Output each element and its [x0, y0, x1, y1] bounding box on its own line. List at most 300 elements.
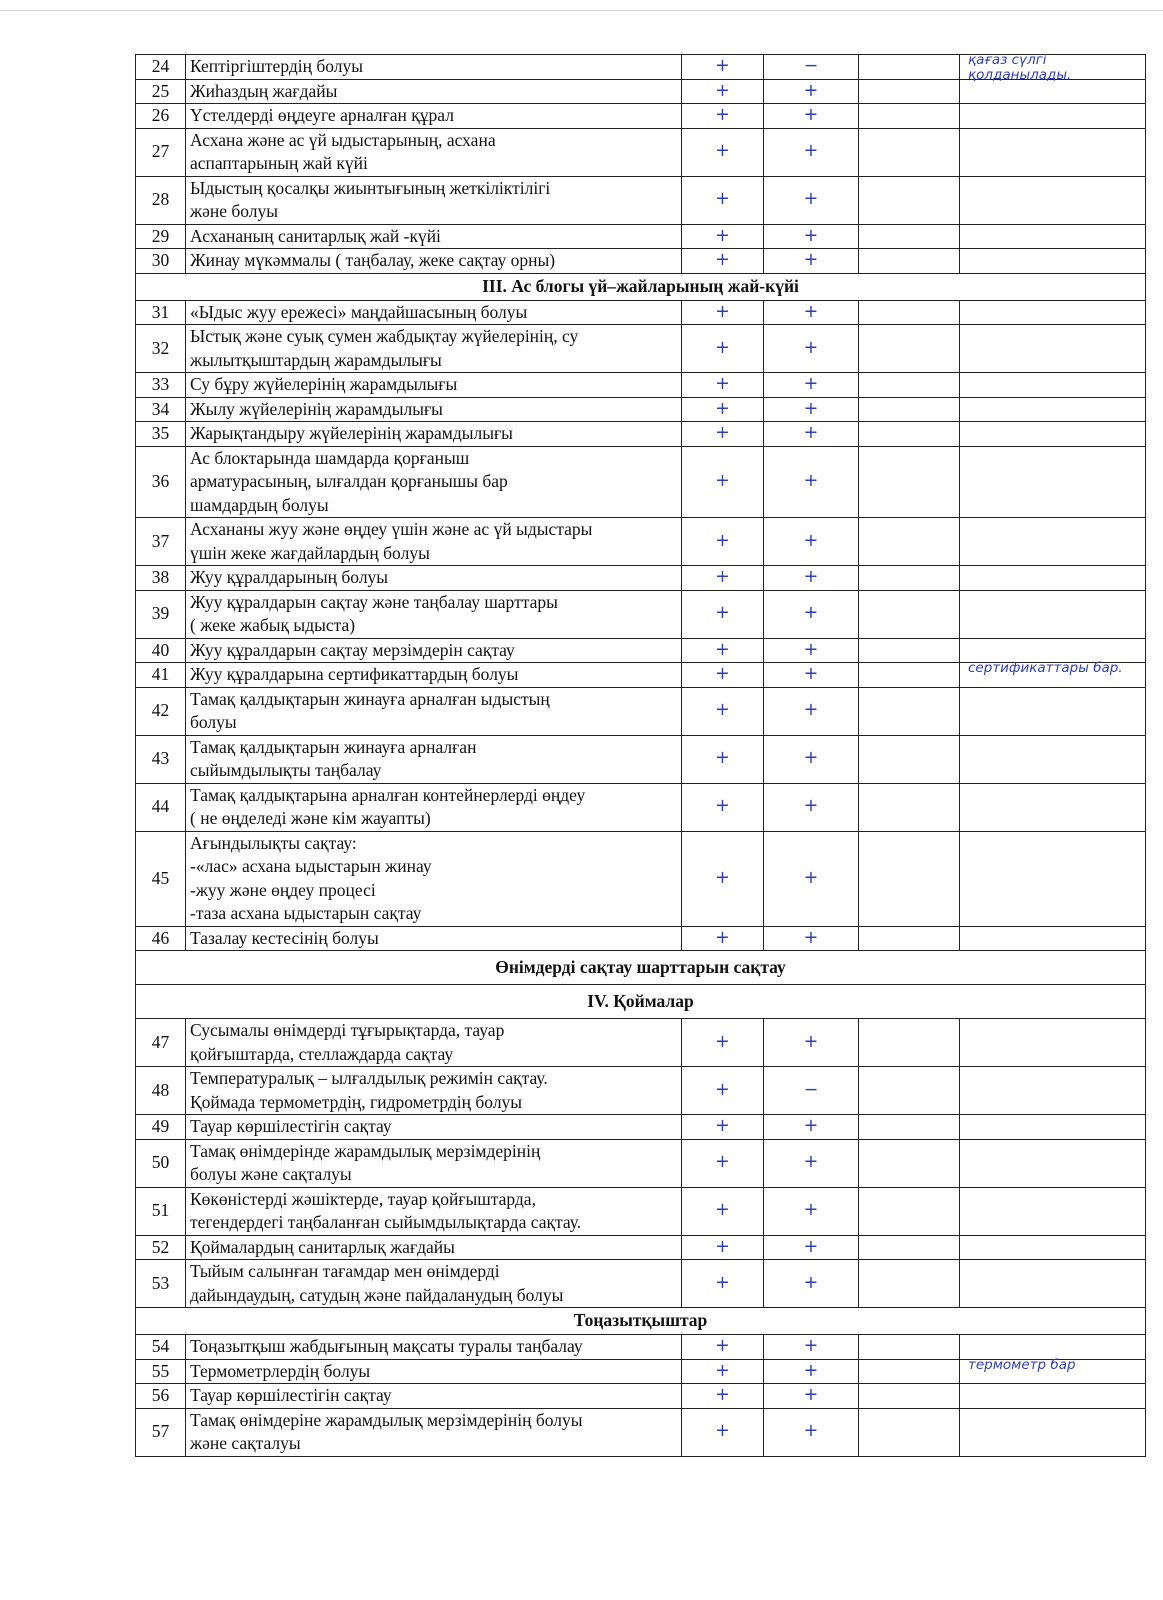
mark-column-2: + — [764, 249, 859, 274]
row-number: 48 — [136, 1067, 186, 1115]
table-row — [136, 446, 1146, 518]
remark-cell — [960, 300, 1146, 325]
remark-cell — [960, 566, 1146, 591]
criterion-text — [186, 663, 682, 688]
mark-column-1: + — [682, 783, 764, 831]
mark-column-2: + — [764, 735, 859, 783]
remark-cell — [960, 831, 1146, 926]
row-number: 44 — [136, 783, 186, 831]
table-row — [136, 104, 1146, 129]
empty-column — [859, 1067, 960, 1115]
mark-column-1: + — [682, 104, 764, 129]
table-row — [136, 300, 1146, 325]
mark-column-1: + — [682, 1139, 764, 1187]
criterion-text — [186, 1139, 682, 1187]
empty-column — [859, 1408, 960, 1456]
criterion-line: Тамақ қалдықтарын жинауға арналған — [190, 736, 477, 757]
criterion-text — [186, 128, 682, 176]
remark-cell — [960, 783, 1146, 831]
criterion-line: қойғыштарда, стеллаждарда сақтау — [190, 1043, 454, 1064]
mark-column-1: + — [682, 373, 764, 398]
mark-column-1: + — [682, 249, 764, 274]
remark-cell — [960, 325, 1146, 373]
criterion-text — [186, 79, 682, 104]
row-number: 57 — [136, 1408, 186, 1456]
mark-column-1: + — [682, 663, 764, 688]
row-number: 27 — [136, 128, 186, 176]
table-row — [136, 735, 1146, 783]
empty-column — [859, 831, 960, 926]
section-header-row — [136, 985, 1146, 1019]
mark-column-2: + — [764, 638, 859, 663]
row-number: 32 — [136, 325, 186, 373]
criterion-text — [186, 926, 682, 951]
criterion-text — [186, 590, 682, 638]
criterion-text — [186, 687, 682, 735]
criterion-line: ( не өңделеді және кім жауапты) — [190, 808, 431, 828]
row-number: 39 — [136, 590, 186, 638]
row-number: 33 — [136, 373, 186, 398]
row-number: 31 — [136, 300, 186, 325]
empty-column — [859, 224, 960, 249]
criterion-text — [186, 224, 682, 249]
empty-column — [859, 735, 960, 783]
table-row — [136, 325, 1146, 373]
criterion-text — [186, 446, 682, 518]
table-row — [136, 249, 1146, 274]
row-number: 41 — [136, 663, 186, 688]
remark-cell — [960, 52, 1146, 83]
mark-column-2: + — [764, 518, 859, 566]
mark-column-2: + — [764, 224, 859, 249]
criterion-text — [186, 300, 682, 325]
criterion-text — [186, 1067, 682, 1115]
empty-column — [859, 1335, 960, 1360]
mark-column-1: + — [682, 224, 764, 249]
criterion-line: болуы — [190, 712, 237, 732]
mark-column-2: + — [764, 1384, 859, 1409]
remark-cell — [960, 249, 1146, 274]
criterion-text — [186, 397, 682, 422]
criterion-line: Жуу құралдарына сертификаттардың болуы — [190, 664, 519, 684]
row-number: 46 — [136, 926, 186, 951]
mark-column-2: + — [764, 1115, 859, 1140]
criterion-line: Тамақ өнімдеріне жарамдылық мерзімдерінің болуы — [190, 1409, 583, 1430]
table-row — [136, 1359, 1146, 1384]
row-number: 49 — [136, 1115, 186, 1140]
mark-column-1: + — [682, 1019, 764, 1067]
criterion-text — [186, 783, 682, 831]
row-number: 40 — [136, 638, 186, 663]
criterion-line: шамдардың болуы — [190, 494, 329, 515]
mark-column-2: + — [764, 1235, 859, 1260]
table-row — [136, 1408, 1146, 1456]
empty-column — [859, 373, 960, 398]
criterion-text — [186, 1260, 682, 1308]
criterion-line: -таза асхана ыдыстарын сақтау — [190, 903, 422, 923]
criterion-line: Кептіргіштердің болуы — [190, 56, 364, 76]
mark-column-2: + — [764, 397, 859, 422]
criterion-line: Тоңазытқыш жабдығының мақсаты туралы таңбалау — [190, 1336, 583, 1356]
criterion-text — [186, 1408, 682, 1456]
mark-column-1: + — [682, 128, 764, 176]
remark-cell — [960, 687, 1146, 735]
empty-column — [859, 663, 960, 688]
criterion-line: Сусымалы өнімдерді тұғырықтарда, тауар — [190, 1020, 505, 1040]
row-number: 37 — [136, 518, 186, 566]
remark-cell — [960, 1408, 1146, 1456]
table-row — [136, 1260, 1146, 1308]
criterion-text — [186, 831, 682, 926]
remark-cell — [960, 446, 1146, 518]
criterion-line: Асхана және ас үй ыдыстарының, асхана — [190, 129, 496, 150]
criterion-text — [186, 566, 682, 591]
mark-column-1: + — [682, 300, 764, 325]
criterion-text — [186, 1359, 682, 1384]
row-number: 34 — [136, 397, 186, 422]
mark-column-1: + — [682, 176, 764, 224]
mark-column-2: + — [764, 1359, 859, 1384]
criterion-line: Тамақ өнімдерінде жарамдылық мерзімдерінің — [190, 1140, 541, 1161]
mark-column-1: + — [682, 1235, 764, 1260]
row-number: 45 — [136, 831, 186, 926]
section-title: Өнімдерді сақтау шарттарын сақтау — [136, 951, 1146, 985]
row-number: 38 — [136, 566, 186, 591]
remark-cell — [960, 1115, 1146, 1140]
mark-column-1: + — [682, 590, 764, 638]
criterion-text — [186, 55, 682, 80]
row-number: 55 — [136, 1359, 186, 1384]
criterion-line: тегендердегі таңбаланған сыйымдылықтарда сақтау. — [190, 1212, 582, 1232]
remark-cell — [960, 1139, 1146, 1187]
table-row — [136, 783, 1146, 831]
criterion-line: Тазалау кестесінің болуы — [190, 927, 379, 948]
remark-cell — [960, 638, 1146, 663]
criterion-text — [186, 422, 682, 447]
remark-cell — [960, 1187, 1146, 1235]
criterion-line: Жуу құралдарын сақтау мерзімдерін сақтау — [190, 639, 515, 660]
mark-column-1: + — [682, 1408, 764, 1456]
mark-column-1: + — [682, 831, 764, 926]
criterion-line: Ыдыстың қосалқы жиынтығының жеткіліктілігі — [190, 177, 551, 198]
empty-column — [859, 1187, 960, 1235]
inspection-checklist-table — [135, 54, 1146, 1457]
mark-column-2: + — [764, 128, 859, 176]
empty-column — [859, 590, 960, 638]
criterion-line: Термометрлердің болуы — [190, 1360, 371, 1381]
table-row — [136, 397, 1146, 422]
table-row — [136, 518, 1146, 566]
handwritten-remark: қағаз сүлгі қолданылады. — [968, 52, 1072, 83]
row-number: 56 — [136, 1384, 186, 1409]
criterion-line: Тамақ қалдықтарына арналған контейнерлерді өңдеу — [190, 784, 586, 805]
section-title: Тоңазытқыштар — [136, 1308, 1146, 1335]
remark-cell — [960, 1335, 1146, 1360]
table-row — [136, 1235, 1146, 1260]
criterion-line: үшін жеке жағдайлардың болуы — [190, 542, 430, 563]
handwritten-remark: термометр бар — [968, 1356, 1076, 1373]
empty-column — [859, 1139, 960, 1187]
mark-column-2: + — [764, 1335, 859, 1360]
criterion-line: Үстелдерді өңдеуге арналған құрал — [190, 105, 454, 125]
criterion-line: Жиһаздың жағдайы — [190, 80, 338, 101]
section-title: IV. Қоймалар — [136, 985, 1146, 1019]
empty-column — [859, 300, 960, 325]
mark-column-1: + — [682, 79, 764, 104]
empty-column — [859, 518, 960, 566]
table-row — [136, 831, 1146, 926]
mark-column-2: + — [764, 104, 859, 129]
remark-cell — [960, 660, 1146, 688]
remark-cell — [960, 176, 1146, 224]
criterion-line: жылытқыштардың жарамдылығы — [190, 349, 442, 370]
mark-column-2: + — [764, 687, 859, 735]
mark-column-2: − — [764, 1067, 859, 1115]
criterion-text — [186, 1019, 682, 1067]
mark-column-1: + — [682, 735, 764, 783]
criterion-line: ( жеке жабық ыдыста) — [190, 615, 356, 635]
criterion-text — [186, 1335, 682, 1360]
mark-column-1: + — [682, 1359, 764, 1384]
criterion-line: Температуралық – ылғалдылық режимін сақтау. — [190, 1068, 548, 1088]
table-row — [136, 566, 1146, 591]
table-row — [136, 1019, 1146, 1067]
criterion-text — [186, 1115, 682, 1140]
remark-cell — [960, 518, 1146, 566]
criterion-line: Жуу құралдарын сақтау және таңбалау шарттары — [190, 591, 558, 612]
empty-column — [859, 249, 960, 274]
mark-column-2: + — [764, 79, 859, 104]
criterion-line: «Ыдыс жуу ережесі» маңдайшасының болуы — [190, 301, 528, 322]
row-number: 51 — [136, 1187, 186, 1235]
section-title: III. Ас блогы үй–жайларының жай-күйі — [136, 273, 1146, 300]
table-row — [136, 55, 1146, 80]
row-number: 53 — [136, 1260, 186, 1308]
empty-column — [859, 55, 960, 80]
remark-cell — [960, 128, 1146, 176]
section-header-row — [136, 1308, 1146, 1335]
handwritten-remark: сертификаттары бар. — [968, 660, 1123, 676]
criterion-line: аспаптарының жай күйі — [190, 153, 368, 173]
remark-cell — [960, 590, 1146, 638]
criterion-line: Жарықтандыру жүйелерінің жарамдылығы — [190, 423, 513, 443]
remark-cell — [960, 926, 1146, 951]
mark-column-2: + — [764, 1139, 859, 1187]
criterion-line: Жылу жүйелерінің жарамдылығы — [190, 398, 443, 419]
criterion-line: Асхананы жуу және өңдеу үшін және ас үй ыдыстары — [190, 519, 593, 539]
mark-column-1: + — [682, 325, 764, 373]
empty-column — [859, 1115, 960, 1140]
empty-column — [859, 1019, 960, 1067]
row-number: 54 — [136, 1335, 186, 1360]
empty-column — [859, 325, 960, 373]
scan-artifact-line — [0, 10, 1163, 11]
remark-cell — [960, 224, 1146, 249]
remark-cell — [960, 1019, 1146, 1067]
row-number: 25 — [136, 79, 186, 104]
criterion-text — [186, 325, 682, 373]
mark-column-1: + — [682, 1115, 764, 1140]
row-number: 43 — [136, 735, 186, 783]
mark-column-1: + — [682, 446, 764, 518]
mark-column-1: + — [682, 55, 764, 80]
mark-column-2: + — [764, 325, 859, 373]
mark-column-1: + — [682, 1260, 764, 1308]
empty-column — [859, 783, 960, 831]
mark-column-2: + — [764, 566, 859, 591]
empty-column — [859, 422, 960, 447]
row-number: 52 — [136, 1235, 186, 1260]
criterion-line: сыйымдылықты таңбалау — [190, 760, 382, 780]
mark-column-2: − — [764, 55, 859, 80]
empty-column — [859, 397, 960, 422]
empty-column — [859, 128, 960, 176]
row-number: 42 — [136, 687, 186, 735]
mark-column-2: + — [764, 446, 859, 518]
table-row — [136, 638, 1146, 663]
remark-cell — [960, 1384, 1146, 1409]
section-header-row — [136, 273, 1146, 300]
row-number: 50 — [136, 1139, 186, 1187]
criterion-line: Су бұру жүйелерінің жарамдылығы — [190, 374, 458, 394]
mark-column-1: + — [682, 1384, 764, 1409]
criterion-line: -жуу және өңдеу процесі — [190, 879, 376, 900]
empty-column — [859, 104, 960, 129]
mark-column-1: + — [682, 687, 764, 735]
table-row — [136, 373, 1146, 398]
criterion-line: Ағындылықты сақтау: — [190, 832, 357, 853]
row-number: 29 — [136, 224, 186, 249]
table-row — [136, 176, 1146, 224]
criterion-line: Ыстық және суық сумен жабдықтау жүйелерінің, су — [190, 326, 579, 346]
empty-column — [859, 687, 960, 735]
table-row — [136, 128, 1146, 176]
empty-column — [859, 1384, 960, 1409]
mark-column-2: + — [764, 176, 859, 224]
table-row — [136, 224, 1146, 249]
remark-cell — [960, 1356, 1146, 1384]
criterion-line: Ас блоктарында шамдарда қорғаныш — [190, 447, 470, 468]
criterion-text — [186, 373, 682, 398]
criterion-text — [186, 1235, 682, 1260]
table-row — [136, 1187, 1146, 1235]
criterion-text — [186, 176, 682, 224]
criterion-line: -«лас» асхана ыдыстарын жинау — [190, 856, 432, 876]
table-row — [136, 1067, 1146, 1115]
empty-column — [859, 446, 960, 518]
mark-column-2: + — [764, 1260, 859, 1308]
criterion-line: Тауар көршілестігін сақтау — [190, 1116, 392, 1136]
remark-cell — [960, 104, 1146, 129]
empty-column — [859, 1359, 960, 1384]
criterion-text — [186, 1187, 682, 1235]
mark-column-1: + — [682, 1067, 764, 1115]
table-row — [136, 663, 1146, 688]
mark-column-1: + — [682, 566, 764, 591]
empty-column — [859, 638, 960, 663]
criterion-line: Жуу құралдарының болуы — [190, 567, 389, 587]
table-row — [136, 1384, 1146, 1409]
mark-column-1: + — [682, 518, 764, 566]
criterion-line: Қоймалардың санитарлық жағдайы — [190, 1236, 455, 1257]
table-row — [136, 1335, 1146, 1360]
criterion-line: және болуы — [190, 201, 279, 221]
mark-column-2: + — [764, 1019, 859, 1067]
criterion-line: және сақталуы — [190, 1433, 301, 1453]
empty-column — [859, 566, 960, 591]
mark-column-2: + — [764, 1408, 859, 1456]
remark-cell — [960, 1235, 1146, 1260]
remark-cell — [960, 1067, 1146, 1115]
mark-column-2: + — [764, 831, 859, 926]
empty-column — [859, 926, 960, 951]
mark-column-2: + — [764, 926, 859, 951]
remark-cell — [960, 1260, 1146, 1308]
mark-column-1: + — [682, 422, 764, 447]
mark-column-1: + — [682, 397, 764, 422]
criterion-text — [186, 104, 682, 129]
mark-column-2: + — [764, 422, 859, 447]
row-number: 36 — [136, 446, 186, 518]
criterion-text — [186, 249, 682, 274]
criterion-line: Жинау мүкәммалы ( таңбалау, жеке сақтау орны) — [190, 250, 556, 270]
criterion-line: Тыйым салынған тағамдар мен өнімдерді — [190, 1261, 500, 1281]
empty-column — [859, 1260, 960, 1308]
criterion-line: арматурасының, ылғалдан қорғанышы бар — [190, 471, 508, 491]
mark-column-2: + — [764, 783, 859, 831]
mark-column-1: + — [682, 926, 764, 951]
table-row — [136, 687, 1146, 735]
row-number: 30 — [136, 249, 186, 274]
remark-cell — [960, 397, 1146, 422]
mark-column-2: + — [764, 300, 859, 325]
empty-column — [859, 1235, 960, 1260]
mark-column-2: + — [764, 1187, 859, 1235]
table-row — [136, 1115, 1146, 1140]
mark-column-1: + — [682, 1335, 764, 1360]
criterion-line: дайындаудың, сатудың және пайдаланудың болуы — [190, 1284, 564, 1305]
section-header-row — [136, 951, 1146, 985]
table-row — [136, 590, 1146, 638]
criterion-line: Қоймада термометрдің, гидрометрдің болуы — [190, 1091, 523, 1112]
mark-column-2: + — [764, 663, 859, 688]
row-number: 47 — [136, 1019, 186, 1067]
remark-cell — [960, 373, 1146, 398]
remark-cell — [960, 735, 1146, 783]
table-row — [136, 1139, 1146, 1187]
criterion-text — [186, 735, 682, 783]
mark-column-1: + — [682, 638, 764, 663]
table-row — [136, 422, 1146, 447]
criterion-line: болуы және сақталуы — [190, 1164, 352, 1184]
row-number: 28 — [136, 176, 186, 224]
empty-column — [859, 176, 960, 224]
mark-column-2: + — [764, 590, 859, 638]
criterion-line: Асхананың санитарлық жай -күйі — [190, 225, 441, 246]
empty-column — [859, 79, 960, 104]
table-row — [136, 926, 1146, 951]
criterion-text — [186, 638, 682, 663]
criterion-line: Тамақ қалдықтарын жинауға арналған ыдыстың — [190, 688, 550, 709]
row-number: 35 — [136, 422, 186, 447]
row-number: 24 — [136, 55, 186, 80]
remark-cell — [960, 422, 1146, 447]
criterion-line: Көкөністерді жәшіктерде, тауар қойғыштарда, — [190, 1188, 536, 1209]
mark-column-2: + — [764, 373, 859, 398]
row-number: 26 — [136, 104, 186, 129]
criterion-line: Тауар көршілестігін сақтау — [190, 1385, 392, 1405]
criterion-text — [186, 518, 682, 566]
